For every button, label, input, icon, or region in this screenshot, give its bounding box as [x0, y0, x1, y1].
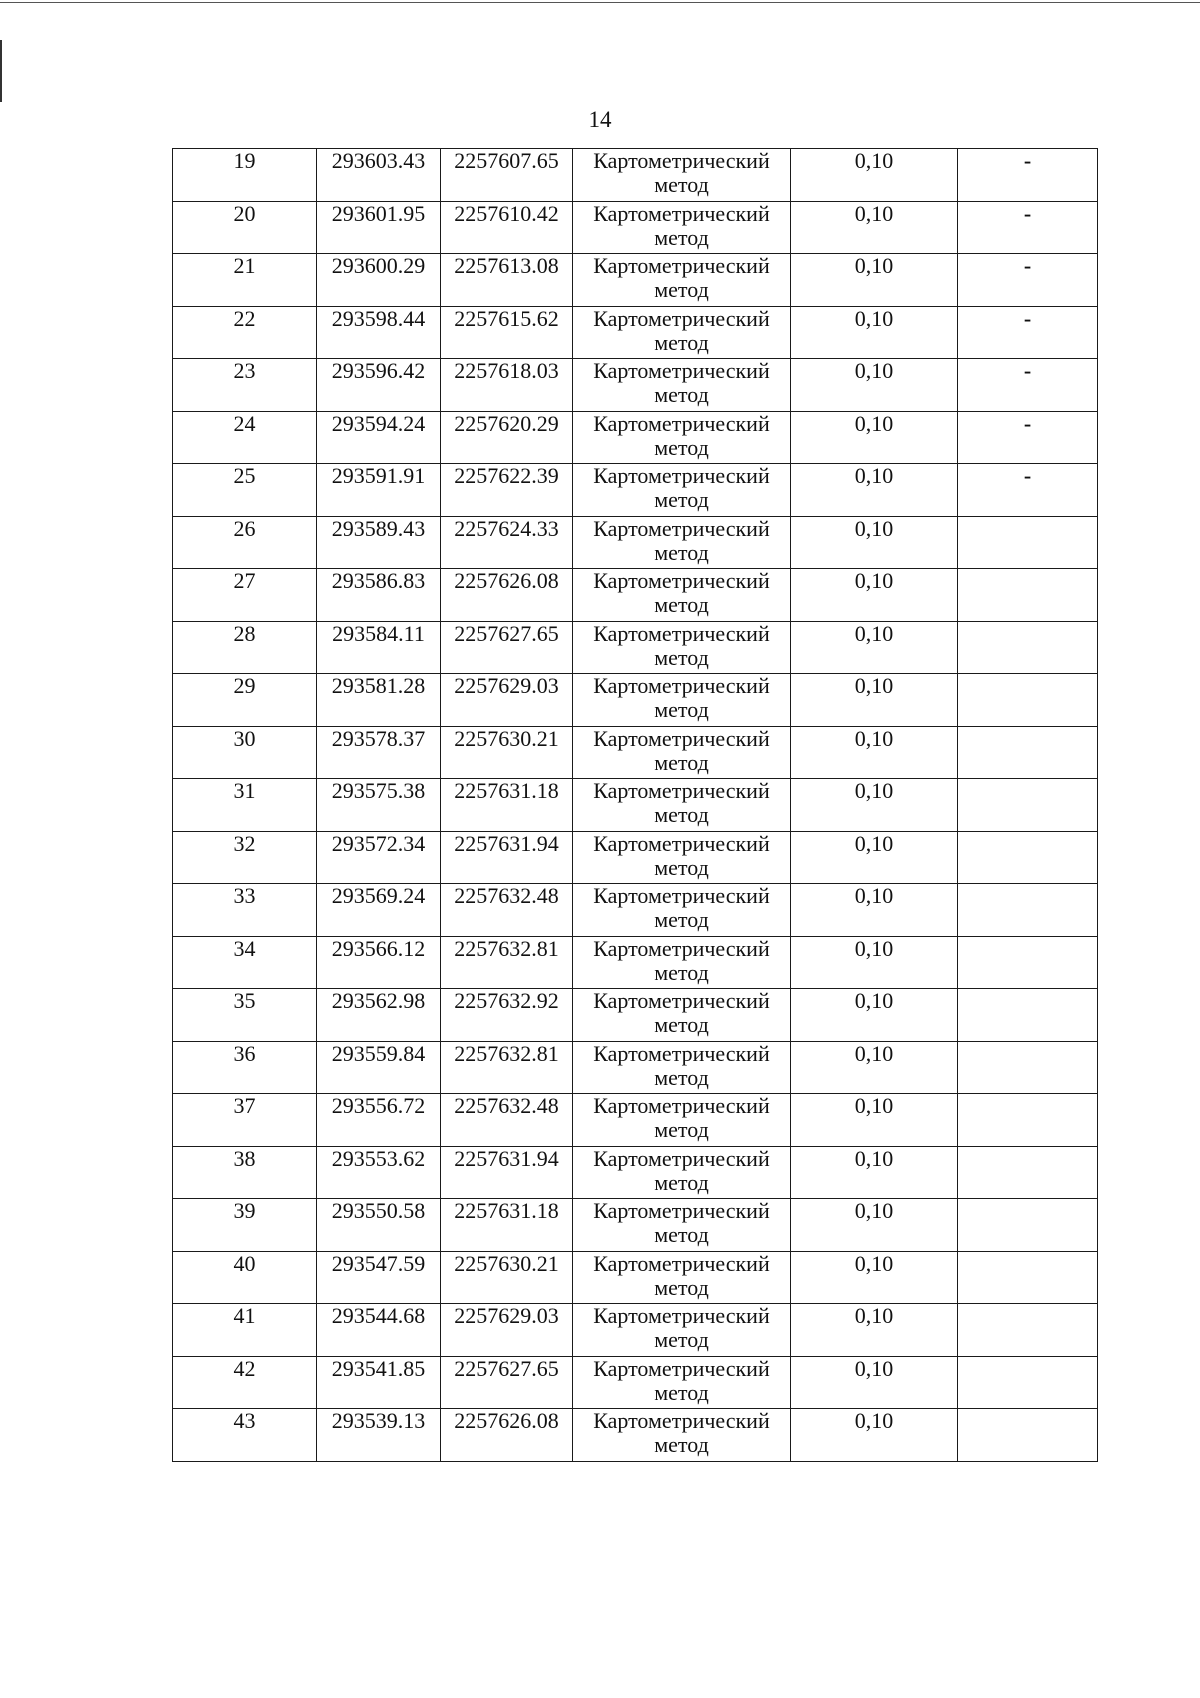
y-coordinate-cell: 2257631.94 — [441, 1146, 573, 1199]
point-number-cell: 28 — [173, 621, 317, 674]
table-row — [173, 1041, 1098, 1094]
note-cell — [958, 1041, 1098, 1094]
method-line-1: Картометрический — [593, 1146, 770, 1171]
method-line-2: метод — [654, 1012, 709, 1037]
method-line-1: Картометрический — [593, 1408, 770, 1433]
method-line-1: Картометрический — [593, 306, 770, 331]
method-line-1: Картометрический — [593, 411, 770, 436]
method-line-1: Картометрический — [593, 1041, 770, 1066]
method-line-1: Картометрический — [593, 148, 770, 173]
accuracy-cell: 0,10 — [791, 359, 958, 412]
method-line-1: Картометрический — [593, 358, 770, 383]
note-cell — [958, 516, 1098, 569]
accuracy-cell: 0,10 — [791, 726, 958, 779]
note-cell — [958, 989, 1098, 1042]
note-cell — [958, 884, 1098, 937]
accuracy-cell: 0,10 — [791, 1146, 958, 1199]
note-cell — [958, 1146, 1098, 1199]
x-coordinate-cell: 293562.98 — [317, 989, 441, 1042]
method-line-1: Картометрический — [593, 726, 770, 751]
accuracy-cell: 0,10 — [791, 411, 958, 464]
point-number-cell: 19 — [173, 149, 317, 202]
method-line-2: метод — [654, 749, 709, 775]
y-coordinate-cell: 2257629.03 — [441, 674, 573, 727]
point-number-cell: 32 — [173, 831, 317, 884]
method-cell — [573, 254, 791, 307]
point-number-cell: 27 — [173, 569, 317, 622]
point-number-cell: 38 — [173, 1146, 317, 1199]
point-number-cell: 41 — [173, 1304, 317, 1357]
point-number-cell: 43 — [173, 1409, 317, 1462]
table-row — [173, 306, 1098, 359]
method-line-2: метод — [654, 277, 709, 302]
y-coordinate-cell: 2257620.29 — [441, 411, 573, 464]
accuracy-cell: 0,10 — [791, 149, 958, 202]
accuracy-cell: 0,10 — [791, 1041, 958, 1094]
y-coordinate-cell: 2257632.81 — [441, 1041, 573, 1094]
point-number-cell: 36 — [173, 1041, 317, 1094]
x-coordinate-cell: 293556.72 — [317, 1094, 441, 1147]
note-cell — [958, 621, 1098, 674]
method-line-2: метод — [654, 1432, 709, 1457]
y-coordinate-cell: 2257618.03 — [441, 359, 573, 412]
y-coordinate-cell: 2257626.08 — [441, 569, 573, 622]
note-cell — [958, 726, 1098, 779]
y-coordinate-cell: 2257627.65 — [441, 621, 573, 674]
table-row — [173, 516, 1098, 569]
note-cell — [958, 569, 1098, 622]
accuracy-cell: 0,10 — [791, 936, 958, 989]
y-coordinate-cell: 2257613.08 — [441, 254, 573, 307]
table-row — [173, 621, 1098, 674]
table-row — [173, 1146, 1098, 1199]
note-cell: - — [958, 254, 1098, 307]
point-number-cell: 39 — [173, 1199, 317, 1252]
method-cell — [573, 569, 791, 622]
method-line-1: Картометрический — [593, 883, 770, 908]
note-cell — [958, 831, 1098, 884]
y-coordinate-cell: 2257632.81 — [441, 936, 573, 989]
method-line-2: метод — [654, 329, 709, 355]
table-row — [173, 831, 1098, 884]
method-line-1: Картометрический — [593, 1356, 770, 1381]
method-line-2: метод — [654, 434, 709, 460]
accuracy-cell: 0,10 — [791, 1356, 958, 1409]
x-coordinate-cell: 293598.44 — [317, 306, 441, 359]
y-coordinate-cell: 2257624.33 — [441, 516, 573, 569]
x-coordinate-cell: 293581.28 — [317, 674, 441, 727]
method-line-2: метод — [654, 959, 709, 985]
note-cell — [958, 1304, 1098, 1357]
method-line-2: метод — [654, 1169, 709, 1195]
method-cell — [573, 359, 791, 412]
point-number-cell: 30 — [173, 726, 317, 779]
y-coordinate-cell: 2257607.65 — [441, 149, 573, 202]
method-cell — [573, 1356, 791, 1409]
point-number-cell: 34 — [173, 936, 317, 989]
method-line-1: Картометрический — [593, 1093, 770, 1118]
x-coordinate-cell: 293596.42 — [317, 359, 441, 412]
scan-edge-line — [0, 2, 1200, 3]
x-coordinate-cell: 293553.62 — [317, 1146, 441, 1199]
point-number-cell: 40 — [173, 1251, 317, 1304]
accuracy-cell: 0,10 — [791, 464, 958, 517]
table-row — [173, 674, 1098, 727]
method-cell — [573, 1199, 791, 1252]
accuracy-cell: 0,10 — [791, 1304, 958, 1357]
method-cell — [573, 621, 791, 674]
accuracy-cell: 0,10 — [791, 884, 958, 937]
x-coordinate-cell: 293591.91 — [317, 464, 441, 517]
point-number-cell: 42 — [173, 1356, 317, 1409]
table-row — [173, 254, 1098, 307]
method-line-1: Картометрический — [593, 201, 770, 226]
method-line-2: метод — [654, 224, 709, 250]
method-line-2: метод — [654, 854, 709, 880]
method-line-2: метод — [654, 1064, 709, 1090]
method-cell — [573, 831, 791, 884]
y-coordinate-cell: 2257632.48 — [441, 1094, 573, 1147]
accuracy-cell: 0,10 — [791, 831, 958, 884]
method-line-2: метод — [654, 592, 709, 617]
point-number-cell: 35 — [173, 989, 317, 1042]
method-cell — [573, 1409, 791, 1462]
y-coordinate-cell: 2257610.42 — [441, 201, 573, 254]
x-coordinate-cell: 293600.29 — [317, 254, 441, 307]
table-row — [173, 1251, 1098, 1304]
method-cell — [573, 1251, 791, 1304]
x-coordinate-cell: 293586.83 — [317, 569, 441, 622]
point-number-cell: 29 — [173, 674, 317, 727]
method-cell — [573, 989, 791, 1042]
method-line-2: метод — [654, 1274, 709, 1300]
page-number: 14 — [588, 107, 612, 132]
table-row — [173, 1356, 1098, 1409]
method-cell — [573, 149, 791, 202]
point-number-cell: 33 — [173, 884, 317, 937]
x-coordinate-cell: 293541.85 — [317, 1356, 441, 1409]
accuracy-cell: 0,10 — [791, 779, 958, 832]
method-cell — [573, 201, 791, 254]
accuracy-cell: 0,10 — [791, 254, 958, 307]
method-line-1: Картометрический — [593, 1303, 770, 1328]
note-cell — [958, 1356, 1098, 1409]
note-cell: - — [958, 306, 1098, 359]
x-coordinate-cell: 293539.13 — [317, 1409, 441, 1462]
coordinates-table-body — [173, 149, 1098, 1462]
y-coordinate-cell: 2257631.18 — [441, 1199, 573, 1252]
note-cell: - — [958, 201, 1098, 254]
x-coordinate-cell: 293544.68 — [317, 1304, 441, 1357]
accuracy-cell: 0,10 — [791, 201, 958, 254]
accuracy-cell: 0,10 — [791, 674, 958, 727]
accuracy-cell: 0,10 — [791, 621, 958, 674]
y-coordinate-cell: 2257627.65 — [441, 1356, 573, 1409]
method-cell — [573, 779, 791, 832]
table-row — [173, 1094, 1098, 1147]
note-cell: - — [958, 359, 1098, 412]
note-cell: - — [958, 411, 1098, 464]
x-coordinate-cell: 293575.38 — [317, 779, 441, 832]
x-coordinate-cell: 293589.43 — [317, 516, 441, 569]
scan-edge-mark — [0, 40, 2, 102]
method-line-1: Картометрический — [593, 673, 770, 698]
note-cell — [958, 1199, 1098, 1252]
table-row — [173, 149, 1098, 202]
y-coordinate-cell: 2257622.39 — [441, 464, 573, 517]
method-cell — [573, 674, 791, 727]
method-cell — [573, 411, 791, 464]
note-cell: - — [958, 149, 1098, 202]
method-line-1: Картометрический — [593, 778, 770, 803]
table-row — [173, 726, 1098, 779]
method-line-1: Картометрический — [593, 988, 770, 1013]
x-coordinate-cell: 293566.12 — [317, 936, 441, 989]
method-line-2: метод — [654, 697, 709, 722]
method-line-1: Картометрический — [593, 463, 770, 488]
y-coordinate-cell: 2257626.08 — [441, 1409, 573, 1462]
method-line-2: метод — [654, 1327, 709, 1352]
x-coordinate-cell: 293559.84 — [317, 1041, 441, 1094]
method-cell — [573, 1041, 791, 1094]
method-line-2: метод — [654, 802, 709, 827]
x-coordinate-cell: 293547.59 — [317, 1251, 441, 1304]
method-line-1: Картометрический — [593, 1198, 770, 1223]
method-cell — [573, 516, 791, 569]
table-row — [173, 359, 1098, 412]
accuracy-cell: 0,10 — [791, 1251, 958, 1304]
accuracy-cell: 0,10 — [791, 569, 958, 622]
accuracy-cell: 0,10 — [791, 989, 958, 1042]
method-cell — [573, 936, 791, 989]
point-number-cell: 22 — [173, 306, 317, 359]
method-line-2: метод — [654, 487, 709, 512]
table-row — [173, 569, 1098, 622]
y-coordinate-cell: 2257632.92 — [441, 989, 573, 1042]
table-row — [173, 936, 1098, 989]
method-cell — [573, 1304, 791, 1357]
note-cell — [958, 1251, 1098, 1304]
method-cell — [573, 1146, 791, 1199]
y-coordinate-cell: 2257615.62 — [441, 306, 573, 359]
method-line-2: метод — [654, 644, 709, 670]
accuracy-cell: 0,10 — [791, 1199, 958, 1252]
method-line-1: Картометрический — [593, 568, 770, 593]
point-number-cell: 20 — [173, 201, 317, 254]
x-coordinate-cell: 293550.58 — [317, 1199, 441, 1252]
point-number-cell: 37 — [173, 1094, 317, 1147]
method-cell — [573, 306, 791, 359]
method-line-2: метод — [654, 1222, 709, 1247]
accuracy-cell: 0,10 — [791, 306, 958, 359]
method-line-2: метод — [654, 907, 709, 932]
method-line-1: Картометрический — [593, 621, 770, 646]
point-number-cell: 26 — [173, 516, 317, 569]
y-coordinate-cell: 2257631.94 — [441, 831, 573, 884]
method-line-2: метод — [654, 382, 709, 407]
accuracy-cell: 0,10 — [791, 516, 958, 569]
table-row — [173, 779, 1098, 832]
method-line-1: Картометрический — [593, 831, 770, 856]
point-number-cell: 23 — [173, 359, 317, 412]
x-coordinate-cell: 293603.43 — [317, 149, 441, 202]
accuracy-cell: 0,10 — [791, 1094, 958, 1147]
table-row — [173, 201, 1098, 254]
point-number-cell: 25 — [173, 464, 317, 517]
y-coordinate-cell: 2257632.48 — [441, 884, 573, 937]
note-cell — [958, 936, 1098, 989]
y-coordinate-cell: 2257630.21 — [441, 726, 573, 779]
note-cell: - — [958, 464, 1098, 517]
method-line-2: метод — [654, 1117, 709, 1142]
y-coordinate-cell: 2257630.21 — [441, 1251, 573, 1304]
coordinates-table — [172, 148, 1098, 1462]
method-line-1: Картометрический — [593, 253, 770, 278]
x-coordinate-cell: 293572.34 — [317, 831, 441, 884]
method-cell — [573, 464, 791, 517]
point-number-cell: 24 — [173, 411, 317, 464]
method-line-2: метод — [654, 539, 709, 565]
method-line-1: Картометрический — [593, 516, 770, 541]
note-cell — [958, 674, 1098, 727]
method-cell — [573, 1094, 791, 1147]
method-line-2: метод — [654, 172, 709, 197]
method-line-1: Картометрический — [593, 1251, 770, 1276]
point-number-cell: 21 — [173, 254, 317, 307]
note-cell — [958, 1094, 1098, 1147]
y-coordinate-cell: 2257629.03 — [441, 1304, 573, 1357]
table-row — [173, 1304, 1098, 1357]
method-line-1: Картометрический — [593, 936, 770, 961]
accuracy-cell: 0,10 — [791, 1409, 958, 1462]
x-coordinate-cell: 293578.37 — [317, 726, 441, 779]
table-row — [173, 464, 1098, 517]
x-coordinate-cell: 293569.24 — [317, 884, 441, 937]
point-number-cell: 31 — [173, 779, 317, 832]
table-row — [173, 989, 1098, 1042]
table-row — [173, 1199, 1098, 1252]
method-cell — [573, 884, 791, 937]
x-coordinate-cell: 293584.11 — [317, 621, 441, 674]
note-cell — [958, 1409, 1098, 1462]
method-line-2: метод — [654, 1379, 709, 1405]
table-row — [173, 884, 1098, 937]
x-coordinate-cell: 293601.95 — [317, 201, 441, 254]
table-row — [173, 1409, 1098, 1462]
table-row — [173, 411, 1098, 464]
method-cell — [573, 726, 791, 779]
note-cell — [958, 779, 1098, 832]
x-coordinate-cell: 293594.24 — [317, 411, 441, 464]
y-coordinate-cell: 2257631.18 — [441, 779, 573, 832]
